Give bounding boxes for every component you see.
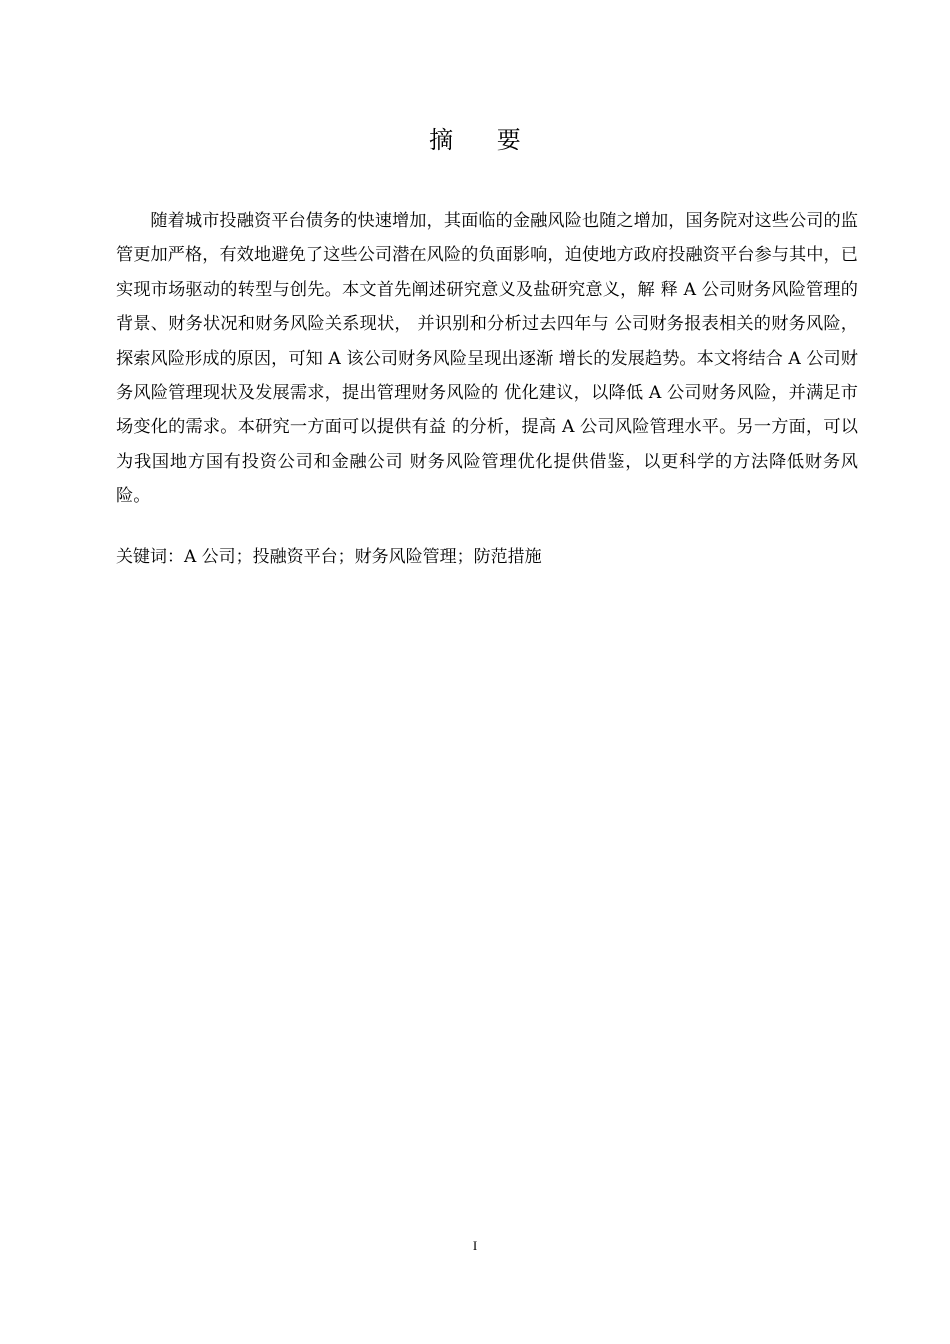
page-number: I	[472, 1238, 478, 1253]
abstract-paragraph: 随着城市投融资平台债务的快速增加，其面临的金融风险也随之增加，国务院对这些公司的监管更加严格，有效地避免了这些公司潜在风险的负面影响，迫使地方政府投融资平台参与其中，已实现市场驱动的转型与创先。本文首先阐述研究意义及盐研究意义，解 释 A 公司财务风险管理的背景、财务状况和财务风险关系现状， 并识别和分析过去四年与 公司财务报表相关的财务风险，探索风险形成的原因，可知 A 该公司财务风险呈现出逐渐 增长的发展趋势。本文将结合 A 公司财务风险管理现状及发展需求，提出管理财务风险的 优化建议，以降低 A 公司财务风险，并满足市场变化的需求。本研究一方面可以提供有益 的分析，提高 A 公司风险管理水平。另一方面，可以为我国地方国有投资公司和金融公司 财务风险管理优化提供借鉴，以更科学的方法降低财务风险。	[116, 211, 858, 507]
keywords-label: 关键词：	[116, 547, 184, 567]
keywords-text: A 公司；投融资平台；财务风险管理；防范措施	[184, 547, 542, 567]
keywords-line	[116, 540, 858, 574]
page-title: 摘 要	[429, 126, 539, 154]
